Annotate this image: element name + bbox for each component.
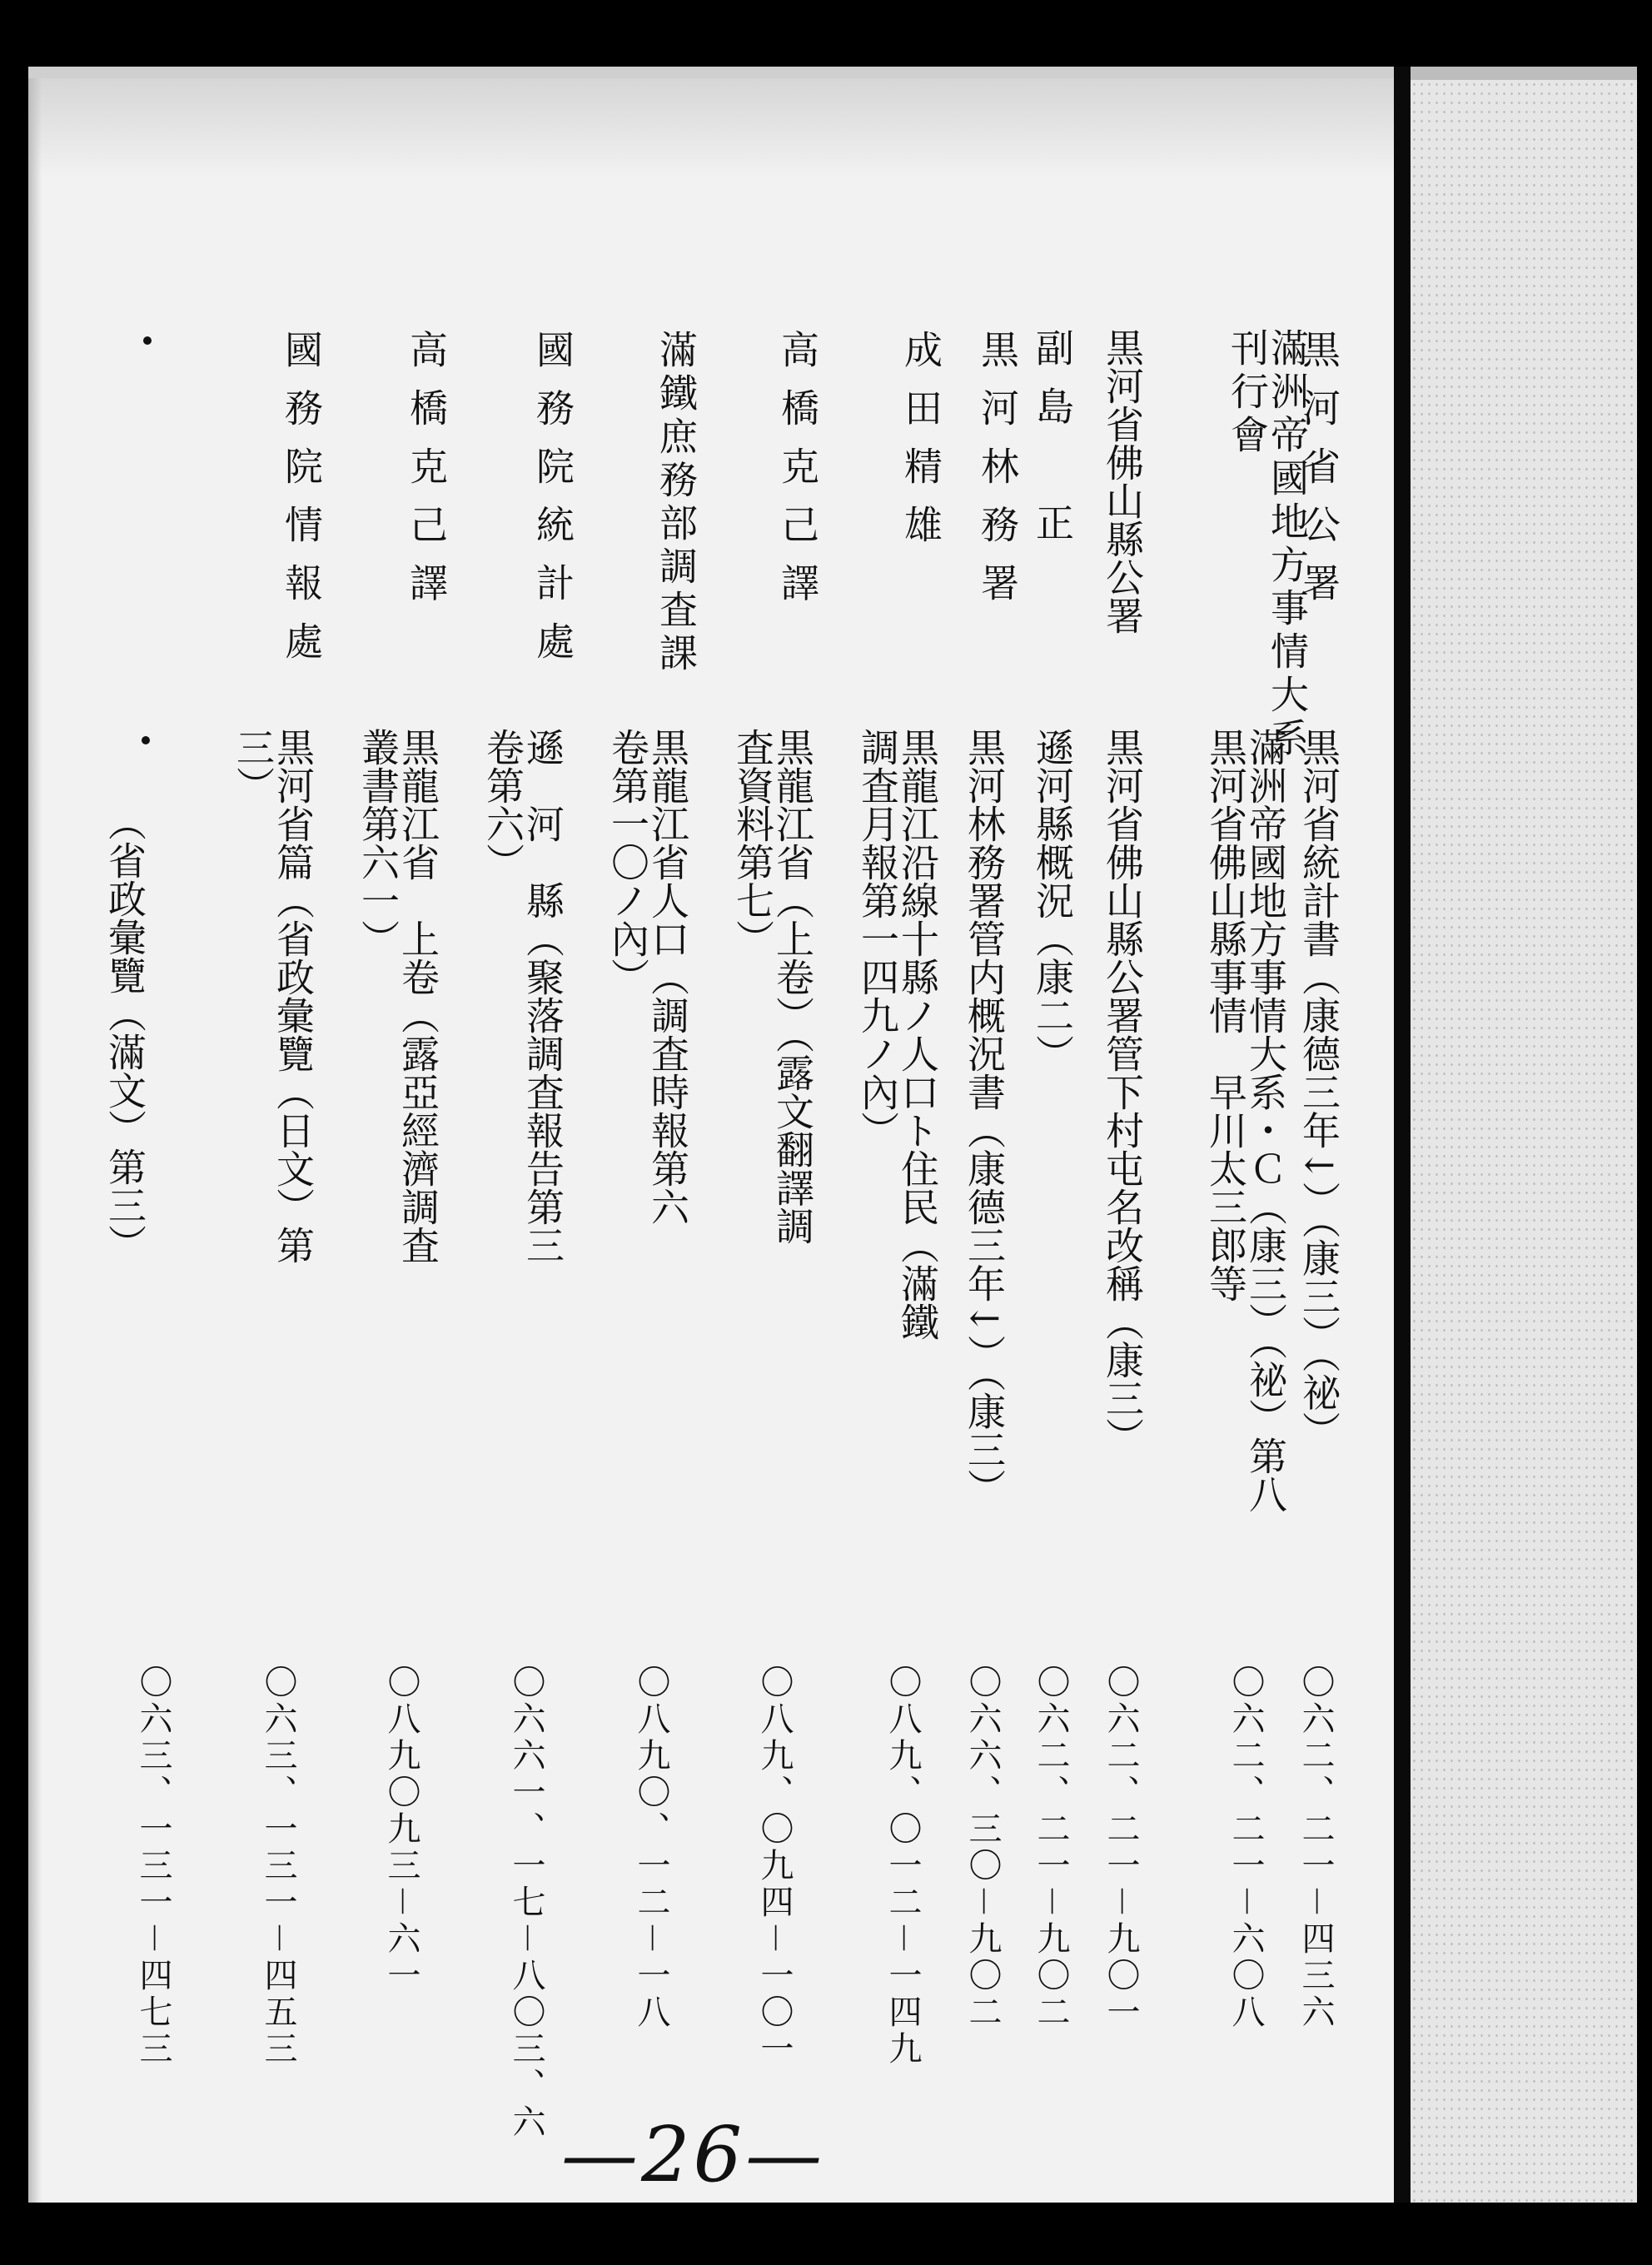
entry-6-code: 〇八九、〇一二－一四九	[883, 1665, 922, 2068]
entry-9-title: 遜 河 縣（聚落調査報告第三卷第六）	[480, 728, 565, 1264]
ink-dot	[142, 736, 150, 744]
entry-3-code: 〇六二、二一－九〇一	[1102, 1665, 1140, 2031]
entry-3-author: 黒河省佛山縣公署	[1100, 328, 1145, 635]
page-top-shadow	[28, 78, 1394, 178]
book-spine	[1394, 67, 1411, 2203]
entry-12-title: （省政彙覽（滿文）第三）	[102, 803, 147, 1262]
entry-10-title: 黒龍江省 上卷（露亞經濟調査叢書第六一）	[356, 728, 440, 1264]
entry-1-author: 黒河省公署	[1296, 330, 1341, 621]
book-page	[28, 67, 1394, 2203]
entry-9-author: 國務院統計處	[530, 330, 575, 680]
entry-8-code: 〇八九〇、一二－一八	[632, 1665, 670, 2031]
entry-8-author: 滿鐵庶務部調査課	[654, 330, 699, 676]
entry-10-code: 〇八九〇九三－六一	[382, 1665, 420, 1994]
entry-7-code: 〇八九、〇九四－一〇一	[755, 1665, 794, 2068]
entry-6-author: 成田精雄	[898, 330, 943, 563]
entry-7-title: 黒龍江省（上卷）（露文翻譯調査資料第七）	[730, 728, 815, 1245]
entry-1-code: 〇六二、二一－四三六	[1296, 1665, 1335, 2031]
entry-11-code: 〇六三、一三一－四五三	[259, 1665, 297, 2068]
entry-6-title: 黒龍江沿線十縣ノ人口ト住民（滿鐵調査月報第一四九ノ內）	[855, 728, 940, 1341]
entry-1-title: 黒河省統計書（康德三年↓）（康三）（祕）	[1296, 728, 1341, 1450]
entry-5-code: 〇六六、三〇－九〇二	[963, 1665, 1002, 2031]
entry-12-code: 〇六三、一三一－四七三	[134, 1665, 172, 2068]
entry-7-author: 高橋克己譯	[775, 330, 820, 621]
entry-8-title: 黒龍江省人口（調査時報第六卷第一〇ノ內）	[605, 728, 690, 1226]
entry-11-title: 黒河省篇（省政彙覽（日文）第三）	[231, 728, 316, 1264]
entry-5-title: 黒河林務署管内概況書（康德三年↓）（康三）	[962, 728, 1007, 1507]
entry-10-author: 高橋克己譯	[404, 330, 449, 621]
adjacent-page-edge	[1411, 67, 1637, 2203]
entry-4-code: 〇六二、二一－九〇二	[1032, 1665, 1070, 2031]
entry-9-code: 〇六六一、一七－八〇三、六	[507, 1665, 545, 2141]
entry-4-title: 遜河縣概況（康二）	[1030, 728, 1075, 1073]
entry-11-author: 國務院情報處	[279, 330, 324, 680]
entry-2-code: 〇六二、二一－六〇八	[1227, 1665, 1265, 2031]
entry-3-title: 黒河省佛山縣公署管下村屯名改稱（康三）	[1100, 728, 1145, 1456]
entry-2-author: 滿洲帝國地方事情大系刊行會	[1225, 328, 1310, 761]
entry-5-author: 黒河林務署	[975, 330, 1020, 621]
entry-4-author: 副島 正	[1030, 328, 1075, 561]
page-number: —26—	[561, 2110, 826, 2199]
entry-2-title: 滿洲帝國地方事情大系・Ｃ（康三）（祕）第八 黒河省佛山縣事情 早川太三郎等	[1203, 728, 1288, 1551]
page-left-shadow	[28, 78, 42, 2203]
ink-dot	[143, 336, 152, 345]
